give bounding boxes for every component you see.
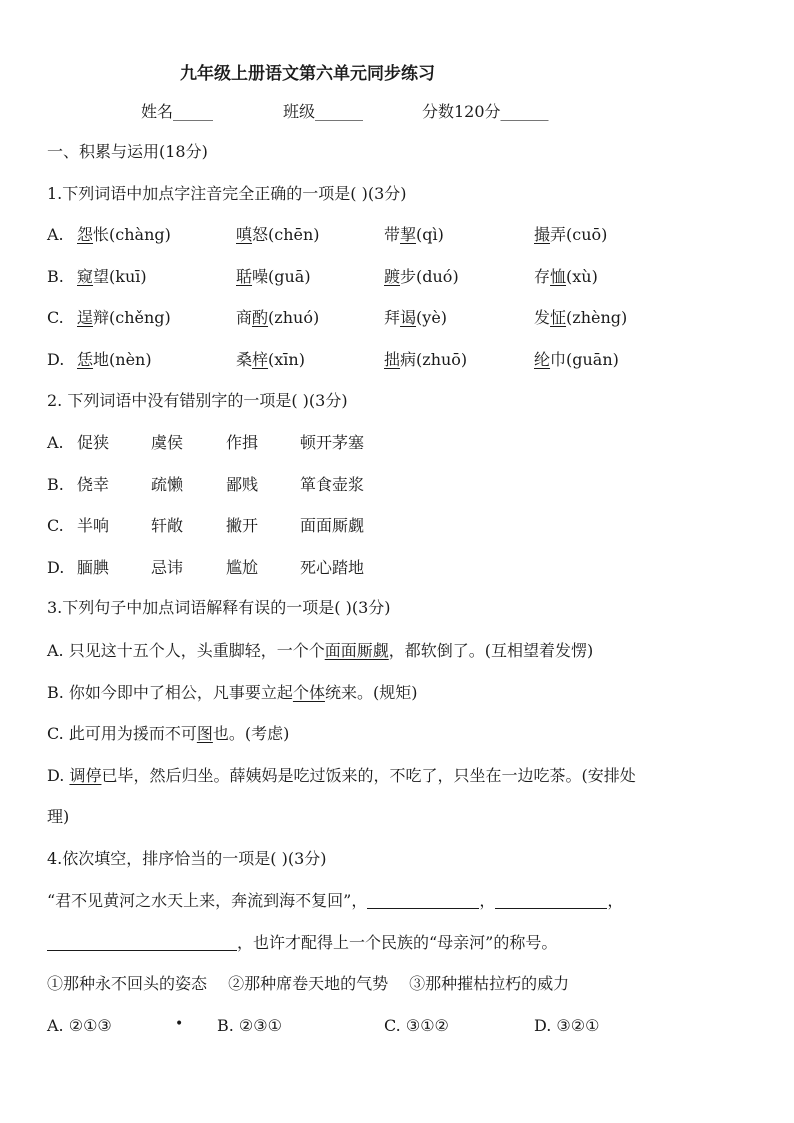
pinyin-item: [77, 224, 171, 246]
marked-term: 面面厮觑: [324, 641, 389, 660]
question-4-choice-c: C. ③①②: [384, 1016, 449, 1035]
plain-char: 发: [534, 308, 551, 327]
pinyin-item: [534, 266, 598, 288]
question-3-option-c: [47, 723, 289, 745]
plain-char: (qì): [416, 225, 444, 244]
option-text: B. 你如今即中了相公，凡事要立起: [47, 683, 293, 702]
option-text: 也。(考虑): [212, 724, 290, 743]
option-letter: B.: [47, 267, 64, 286]
marked-char: 恤: [550, 267, 567, 286]
option-letter: C.: [47, 516, 64, 535]
passage-text: “君不见黄河之水天上来，奔流到海不复回”，: [47, 891, 368, 910]
section-heading: 一、积累与运用(18分): [47, 142, 208, 161]
plain-char: 辩(chěng): [93, 308, 171, 327]
option-text: 已毕，然后归坐。薛姨妈是吃过饭来的，不吃了，只坐在一边吃茶。(安排处: [101, 766, 636, 785]
marked-char: 谒: [400, 308, 417, 327]
plain-char: (xù): [566, 267, 598, 286]
pinyin-item: [77, 349, 152, 371]
word-item: 死心踏地: [300, 558, 365, 577]
marked-char: 踱: [384, 267, 401, 286]
marked-char: 拙: [384, 350, 401, 369]
option-letter: A.: [47, 225, 64, 244]
question-4-choice-b: B. ②③①: [217, 1016, 282, 1035]
marked-char: 撮: [534, 225, 551, 244]
pinyin-item: [384, 349, 467, 371]
comma: ，: [607, 891, 624, 910]
marked-char: 嗔: [236, 225, 253, 244]
passage-text: ，也许才配得上一个民族的“母亲河”的称号。: [237, 933, 558, 952]
question-3-stem: 3.下列句子中加点词语解释有误的一项是( )(3分): [47, 598, 391, 617]
word-item: 虞侯: [151, 433, 184, 452]
option-text: A. 只见这十五个人，头重脚轻，一个个: [47, 641, 325, 660]
word-item: 促狭: [77, 433, 110, 452]
pinyin-item: [384, 224, 444, 246]
question-3-option-a: [47, 640, 593, 662]
word-item: 作揖: [226, 433, 259, 452]
question-4-phrase-options: ①那种永不回头的姿态 ②那种席卷天地的气势 ③那种摧枯拉朽的威力: [47, 974, 570, 993]
word-item: 鄙贱: [226, 475, 259, 494]
option-letter: C.: [47, 308, 64, 327]
word-item: 撇开: [226, 516, 259, 535]
question-4-choice-d: D. ③②①: [534, 1016, 600, 1035]
plain-char: 存: [534, 267, 551, 286]
plain-char: 病(zhuō): [400, 350, 468, 369]
option-text: 统来。(规矩): [324, 683, 418, 702]
question-3-option-b: [47, 682, 417, 704]
page-title: 九年级上册语文第六单元同步练习: [180, 64, 435, 84]
name-field-label: 姓名_____: [141, 102, 214, 121]
pinyin-item: [534, 307, 627, 329]
pinyin-item: [236, 307, 319, 329]
question-3-option-d: [47, 765, 636, 787]
word-item: 腼腆: [77, 558, 110, 577]
word-item: 面面厮觑: [300, 516, 365, 535]
option-letter: B.: [47, 475, 64, 494]
word-item: 尴尬: [226, 558, 259, 577]
word-item: 疏懒: [151, 475, 184, 494]
plain-char: 望(kuī): [93, 267, 147, 286]
marked-char: 聒: [236, 267, 253, 286]
question-3-option-d-continued: 理): [47, 807, 70, 826]
option-letter: D.: [47, 350, 65, 369]
pinyin-item: [534, 349, 619, 371]
marked-char: 挈: [400, 225, 417, 244]
word-item: 半响: [77, 516, 110, 535]
pinyin-item: [384, 307, 447, 329]
plain-char: 怒(chēn): [252, 225, 320, 244]
word-item: 顿开茅塞: [300, 433, 365, 452]
option-text: D.: [47, 766, 70, 785]
marked-char: 恁: [77, 350, 94, 369]
plain-char: 步(duó): [400, 267, 459, 286]
marked-term: 调停: [69, 766, 102, 785]
question-4-passage-line-1: [47, 890, 623, 912]
plain-char: 巾(guān): [550, 350, 619, 369]
plain-char: 弄(cuō): [550, 225, 608, 244]
option-text: ，都软倒了。(互相望着发愣): [388, 641, 594, 660]
word-item: 忌讳: [151, 558, 184, 577]
pinyin-item: [534, 224, 607, 246]
pinyin-item: [384, 266, 459, 288]
pinyin-item: [236, 349, 305, 371]
marked-term: 图: [196, 724, 213, 743]
score-field-label: 分数120分______: [422, 102, 549, 121]
fill-blank-1[interactable]: [367, 892, 479, 909]
comma: ，: [479, 891, 496, 910]
question-1-stem: 1.下列词语中加点字注音完全正确的一项是( )(3分): [47, 184, 407, 203]
fill-blank-2[interactable]: [495, 892, 607, 909]
option-letter: D.: [47, 558, 65, 577]
plain-char: 噪(guā): [252, 267, 311, 286]
question-4-stem: 4.依次填空，排序恰当的一项是( )(3分): [47, 849, 327, 868]
plain-char: (zhèng): [566, 308, 628, 327]
marked-char: 怨: [77, 225, 94, 244]
marked-char: 逞: [77, 308, 94, 327]
word-item: 轩敞: [151, 516, 184, 535]
question-4-choice-a: A. ②①③: [47, 1016, 112, 1035]
question-2-stem: 2. 下列词语中没有错别字的一项是( )(3分): [47, 391, 348, 410]
class-field-label: 班级______: [283, 102, 364, 121]
plain-char: 拜: [384, 308, 401, 327]
plain-char: 商: [236, 308, 253, 327]
marked-char: 梓: [252, 350, 269, 369]
word-item: 侥幸: [77, 475, 110, 494]
plain-char: 带: [384, 225, 401, 244]
word-item: 箪食壶浆: [300, 475, 365, 494]
plain-char: (xīn): [268, 350, 305, 369]
plain-char: 怅(chàng): [93, 225, 171, 244]
bullet-dot: •: [175, 1016, 184, 1032]
plain-char: (zhuó): [268, 308, 320, 327]
marked-char: 怔: [550, 308, 567, 327]
plain-char: (yè): [416, 308, 448, 327]
pinyin-item: [77, 307, 171, 329]
marked-term: 个体: [292, 683, 325, 702]
question-4-passage-line-2: [47, 932, 557, 954]
pinyin-item: [236, 224, 320, 246]
fill-blank-3[interactable]: [47, 934, 237, 951]
marked-char: 酌: [252, 308, 269, 327]
option-letter: A.: [47, 433, 64, 452]
plain-char: 地(nèn): [93, 350, 152, 369]
marked-char: 窥: [77, 267, 94, 286]
pinyin-item: [77, 266, 147, 288]
marked-char: 纶: [534, 350, 551, 369]
option-text: C. 此可用为援而不可: [47, 724, 197, 743]
plain-char: 桑: [236, 350, 253, 369]
pinyin-item: [236, 266, 311, 288]
